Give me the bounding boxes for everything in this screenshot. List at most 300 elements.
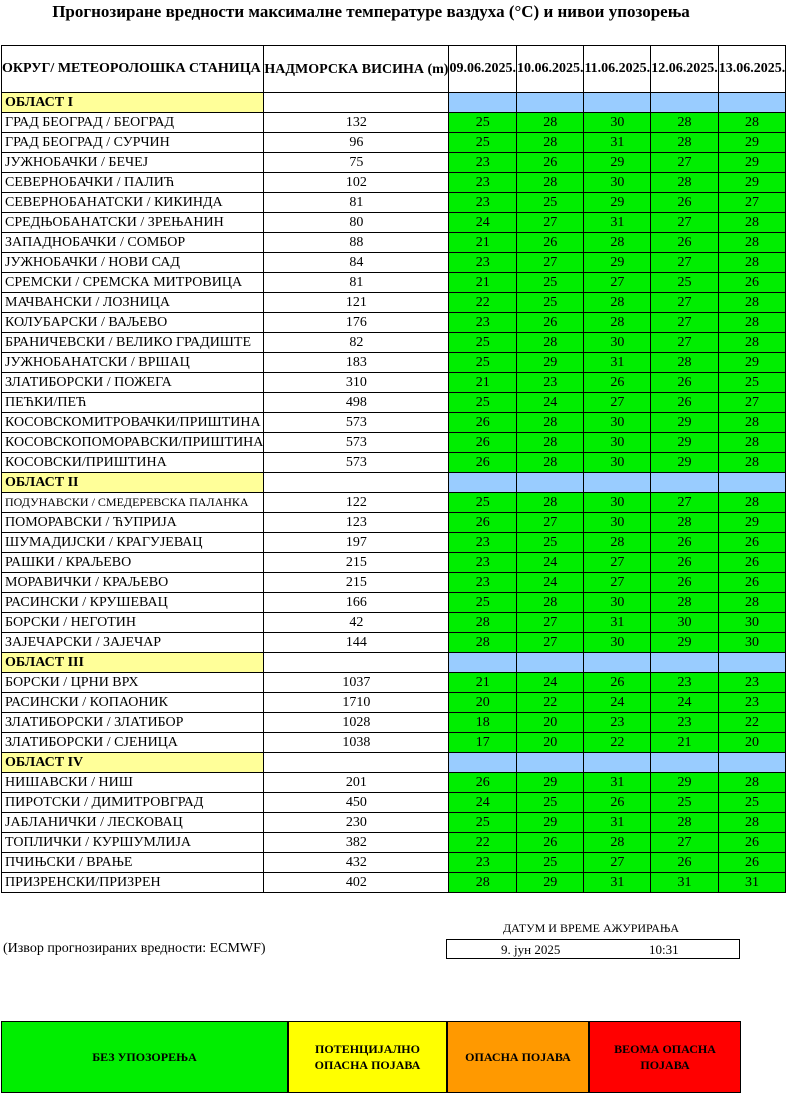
temperature-cell: 29 <box>718 173 786 193</box>
station-name: ЈАБЛАНИЧКИ / ЛЕСКОВАЦ <box>2 813 264 833</box>
temperature-cell: 25 <box>651 273 719 293</box>
table-row <box>2 313 786 333</box>
station-name: ЈУЖНОБАНАТСКИ / ВРШАЦ <box>2 353 264 373</box>
temperature-cell: 27 <box>584 853 651 873</box>
header-date: 12.06.2025. <box>651 46 719 93</box>
temperature-cell: 23 <box>718 673 786 693</box>
temperature-cell: 25 <box>516 273 584 293</box>
station-altitude: 382 <box>264 833 449 853</box>
temperature-cell: 26 <box>718 533 786 553</box>
temperature-cell: 23 <box>449 573 517 593</box>
temperature-cell: 22 <box>718 713 786 733</box>
temperature-cell: 23 <box>449 173 517 193</box>
temperature-cell: 28 <box>516 113 584 133</box>
temperature-cell: 18 <box>449 713 517 733</box>
temperature-cell: 30 <box>584 513 651 533</box>
temperature-cell: 17 <box>449 733 517 753</box>
temperature-cell: 21 <box>449 273 517 293</box>
temperature-cell: 28 <box>516 413 584 433</box>
temperature-cell: 26 <box>516 313 584 333</box>
temperature-cell: 29 <box>516 873 584 893</box>
temperature-cell: 25 <box>718 373 786 393</box>
temperature-cell: 23 <box>651 673 719 693</box>
temperature-cell: 26 <box>449 413 517 433</box>
temperature-cell: 26 <box>651 193 719 213</box>
station-name: ТОПЛИЧКИ / КУРШУМЛИЈА <box>2 833 264 853</box>
table-row <box>2 173 786 193</box>
station-altitude: 96 <box>264 133 449 153</box>
temperature-cell: 30 <box>584 413 651 433</box>
region-spacer <box>264 653 449 673</box>
warning-legend <box>1 1021 741 1093</box>
header-date: 10.06.2025. <box>516 46 584 93</box>
temperature-cell: 27 <box>584 573 651 593</box>
temperature-cell: 26 <box>516 833 584 853</box>
temperature-cell: 28 <box>584 233 651 253</box>
temperature-cell: 29 <box>516 353 584 373</box>
temperature-cell: 27 <box>651 153 719 173</box>
temperature-cell: 28 <box>449 613 517 633</box>
station-altitude: 573 <box>264 433 449 453</box>
temperature-cell: 26 <box>651 853 719 873</box>
table-row <box>2 613 786 633</box>
temperature-cell: 27 <box>516 613 584 633</box>
temperature-cell: 29 <box>584 153 651 173</box>
temperature-cell: 27 <box>651 493 719 513</box>
region-row <box>2 93 786 113</box>
temperature-cell: 21 <box>449 233 517 253</box>
header-altitude: НАДМОРСКА ВИСИНА (m) <box>264 46 449 93</box>
temperature-cell: 29 <box>718 133 786 153</box>
station-altitude: 230 <box>264 813 449 833</box>
station-altitude: 183 <box>264 353 449 373</box>
station-altitude: 80 <box>264 213 449 233</box>
temperature-cell: 28 <box>718 253 786 273</box>
update-box <box>446 939 740 959</box>
region-band <box>584 753 651 773</box>
temperature-cell: 28 <box>651 813 719 833</box>
station-name: ЈУЖНОБАЧКИ / НОВИ САД <box>2 253 264 273</box>
temperature-cell: 30 <box>584 113 651 133</box>
temperature-cell: 29 <box>651 773 719 793</box>
temperature-cell: 22 <box>516 693 584 713</box>
legend-very-dangerous: ВЕОМА ОПАСНА ПОЈАВА <box>589 1021 741 1093</box>
temperature-cell: 30 <box>584 173 651 193</box>
region-band <box>516 653 584 673</box>
temperature-cell: 21 <box>449 673 517 693</box>
region-band <box>718 753 786 773</box>
temperature-cell: 25 <box>449 333 517 353</box>
region-band <box>718 473 786 493</box>
region-name: ОБЛАСТ IV <box>2 753 264 773</box>
temperature-cell: 31 <box>584 773 651 793</box>
temperature-cell: 26 <box>449 773 517 793</box>
station-altitude: 84 <box>264 253 449 273</box>
table-row <box>2 693 786 713</box>
station-name: ПРИЗРЕНСКИ/ПРИЗРЕН <box>2 873 264 893</box>
temperature-cell: 24 <box>516 673 584 693</box>
region-band <box>651 473 719 493</box>
region-band <box>718 93 786 113</box>
region-band <box>718 653 786 673</box>
table-row <box>2 253 786 273</box>
station-name: ПЕЋКИ/ПЕЋ <box>2 393 264 413</box>
station-altitude: 450 <box>264 793 449 813</box>
temperature-cell: 27 <box>516 253 584 273</box>
station-name: ЗЛАТИБОРСКИ / СЈЕНИЦА <box>2 733 264 753</box>
station-altitude: 121 <box>264 293 449 313</box>
temperature-cell: 25 <box>516 853 584 873</box>
station-name: СРЕМСКИ / СРЕМСКА МИТРОВИЦА <box>2 273 264 293</box>
temperature-cell: 20 <box>516 713 584 733</box>
table-row <box>2 673 786 693</box>
temperature-cell: 22 <box>584 733 651 753</box>
temperature-cell: 28 <box>516 453 584 473</box>
temperature-cell: 28 <box>651 513 719 533</box>
header-date: 09.06.2025. <box>449 46 517 93</box>
temperature-cell: 24 <box>516 393 584 413</box>
region-band <box>449 653 517 673</box>
station-name: СЕВЕРНОБАНАТСКИ / КИКИНДА <box>2 193 264 213</box>
temperature-cell: 28 <box>718 413 786 433</box>
temperature-cell: 30 <box>584 593 651 613</box>
temperature-cell: 23 <box>718 693 786 713</box>
temperature-cell: 28 <box>651 133 719 153</box>
region-band <box>651 93 719 113</box>
temperature-cell: 26 <box>651 393 719 413</box>
table-row <box>2 853 786 873</box>
temperature-cell: 28 <box>516 333 584 353</box>
station-name: МАЧВАНСКИ / ЛОЗНИЦА <box>2 293 264 313</box>
temperature-cell: 24 <box>449 793 517 813</box>
temperature-cell: 30 <box>584 453 651 473</box>
temperature-cell: 27 <box>516 633 584 653</box>
temperature-cell: 25 <box>516 193 584 213</box>
temperature-cell: 28 <box>718 593 786 613</box>
temperature-cell: 29 <box>516 773 584 793</box>
temperature-cell: 27 <box>651 293 719 313</box>
temperature-cell: 26 <box>449 433 517 453</box>
temperature-cell: 31 <box>584 353 651 373</box>
header-date: 11.06.2025. <box>584 46 651 93</box>
table-row <box>2 273 786 293</box>
temperature-cell: 25 <box>516 793 584 813</box>
temperature-cell: 20 <box>516 733 584 753</box>
table-row <box>2 633 786 653</box>
table-row <box>2 433 786 453</box>
station-name: ПОМОРАВСКИ / ЋУПРИЈА <box>2 513 264 533</box>
station-altitude: 432 <box>264 853 449 873</box>
temperature-cell: 28 <box>516 133 584 153</box>
station-name: ПЧИЊСКИ / ВРАЊЕ <box>2 853 264 873</box>
temperature-cell: 28 <box>718 493 786 513</box>
temperature-cell: 26 <box>718 853 786 873</box>
temperature-cell: 31 <box>651 873 719 893</box>
temperature-cell: 27 <box>651 333 719 353</box>
region-band <box>584 473 651 493</box>
region-row <box>2 653 786 673</box>
table-row <box>2 133 786 153</box>
temperature-cell: 26 <box>718 553 786 573</box>
station-altitude: 82 <box>264 333 449 353</box>
table-row <box>2 293 786 313</box>
station-name: БОРСКИ / НЕГОТИН <box>2 613 264 633</box>
station-altitude: 201 <box>264 773 449 793</box>
station-name: БРАНИЧЕВСКИ / ВЕЛИКО ГРАДИШТЕ <box>2 333 264 353</box>
temperature-cell: 28 <box>718 433 786 453</box>
table-row <box>2 513 786 533</box>
station-altitude: 402 <box>264 873 449 893</box>
station-name: ШУМАДИЈСКИ / КРАГУЈЕВАЦ <box>2 533 264 553</box>
header-station: ОКРУГ/ МЕТЕОРОЛОШКА СТАНИЦА <box>2 46 264 93</box>
temperature-cell: 25 <box>449 813 517 833</box>
temperature-cell: 24 <box>651 693 719 713</box>
table-row <box>2 573 786 593</box>
region-spacer <box>264 473 449 493</box>
temperature-cell: 29 <box>584 253 651 273</box>
temperature-cell: 26 <box>584 373 651 393</box>
table-row <box>2 453 786 473</box>
station-altitude: 1037 <box>264 673 449 693</box>
table-row <box>2 793 786 813</box>
temperature-cell: 27 <box>718 193 786 213</box>
table-row <box>2 353 786 373</box>
station-altitude: 81 <box>264 193 449 213</box>
station-altitude: 1710 <box>264 693 449 713</box>
temperature-cell: 31 <box>584 873 651 893</box>
temperature-cell: 23 <box>449 153 517 173</box>
temperature-cell: 28 <box>651 113 719 133</box>
temperature-cell: 29 <box>651 453 719 473</box>
region-band <box>516 753 584 773</box>
station-altitude: 176 <box>264 313 449 333</box>
temperature-cell: 26 <box>584 673 651 693</box>
temperature-cell: 29 <box>651 633 719 653</box>
station-altitude: 498 <box>264 393 449 413</box>
temperature-cell: 30 <box>584 333 651 353</box>
temperature-cell: 25 <box>449 353 517 373</box>
temperature-cell: 25 <box>718 793 786 813</box>
temperature-cell: 27 <box>584 273 651 293</box>
station-altitude: 1038 <box>264 733 449 753</box>
region-band <box>449 753 517 773</box>
forecast-table <box>1 45 786 893</box>
station-altitude: 310 <box>264 373 449 393</box>
temperature-cell: 23 <box>449 193 517 213</box>
temperature-cell: 28 <box>584 533 651 553</box>
temperature-cell: 26 <box>449 513 517 533</box>
temperature-cell: 23 <box>449 253 517 273</box>
station-name: ПИРОТСКИ / ДИМИТРОВГРАД <box>2 793 264 813</box>
station-altitude: 132 <box>264 113 449 133</box>
station-name: КОЛУБАРСКИ / ВАЉЕВО <box>2 313 264 333</box>
table-row <box>2 333 786 353</box>
temperature-cell: 25 <box>516 293 584 313</box>
table-row <box>2 813 786 833</box>
station-altitude: 1028 <box>264 713 449 733</box>
legend-potentially-dangerous: ПОТЕНЦИЈАЛНО ОПАСНА ПОЈАВА <box>288 1021 447 1093</box>
temperature-cell: 25 <box>651 793 719 813</box>
temperature-cell: 28 <box>718 813 786 833</box>
temperature-cell: 25 <box>449 493 517 513</box>
table-row <box>2 113 786 133</box>
temperature-cell: 24 <box>516 573 584 593</box>
temperature-cell: 23 <box>449 313 517 333</box>
source-note: (Извор прогнозираних вредности: ECMWF) <box>3 941 266 956</box>
station-name: МОРАВИЧКИ / КРАЉЕВО <box>2 573 264 593</box>
station-name: ЗАПАДНОБАЧКИ / СОМБОР <box>2 233 264 253</box>
station-altitude: 75 <box>264 153 449 173</box>
station-altitude: 215 <box>264 553 449 573</box>
table-row <box>2 553 786 573</box>
legend-no-warning: БЕЗ УПОЗОРЕЊА <box>1 1021 288 1093</box>
region-spacer <box>264 753 449 773</box>
region-band <box>516 473 584 493</box>
temperature-cell: 26 <box>449 453 517 473</box>
station-name: НИШАВСКИ / НИШ <box>2 773 264 793</box>
temperature-cell: 26 <box>651 573 719 593</box>
temperature-cell: 27 <box>651 213 719 233</box>
temperature-cell: 22 <box>449 293 517 313</box>
temperature-cell: 27 <box>516 213 584 233</box>
temperature-cell: 25 <box>449 113 517 133</box>
table-row <box>2 833 786 853</box>
temperature-cell: 26 <box>651 233 719 253</box>
station-name: ГРАД БЕОГРАД / СУРЧИН <box>2 133 264 153</box>
temperature-cell: 29 <box>718 513 786 533</box>
station-name: ЗЛАТИБОРСКИ / ЗЛАТИБОР <box>2 713 264 733</box>
temperature-cell: 27 <box>516 513 584 533</box>
temperature-cell: 21 <box>449 373 517 393</box>
temperature-cell: 25 <box>449 133 517 153</box>
temperature-cell: 25 <box>516 533 584 553</box>
station-altitude: 122 <box>264 493 449 513</box>
temperature-cell: 28 <box>718 213 786 233</box>
temperature-cell: 27 <box>651 253 719 273</box>
temperature-cell: 31 <box>584 213 651 233</box>
station-altitude: 215 <box>264 573 449 593</box>
header-date: 13.06.2025. <box>718 46 786 93</box>
table-row <box>2 393 786 413</box>
temperature-cell: 30 <box>584 433 651 453</box>
temperature-cell: 20 <box>449 693 517 713</box>
station-name: ПОДУНАВСКИ / СМЕДЕРЕВСКА ПАЛАНКА <box>2 493 264 513</box>
temperature-cell: 26 <box>516 153 584 173</box>
station-altitude: 573 <box>264 453 449 473</box>
temperature-cell: 27 <box>718 393 786 413</box>
station-name: РАСИНСКИ / КОПАОНИК <box>2 693 264 713</box>
temperature-cell: 26 <box>718 573 786 593</box>
temperature-cell: 28 <box>584 833 651 853</box>
table-row <box>2 153 786 173</box>
temperature-cell: 30 <box>584 633 651 653</box>
temperature-cell: 28 <box>651 353 719 373</box>
temperature-cell: 28 <box>584 293 651 313</box>
temperature-cell: 28 <box>651 593 719 613</box>
temperature-cell: 27 <box>651 313 719 333</box>
temperature-cell: 26 <box>651 373 719 393</box>
station-name: СЕВЕРНОБАЧКИ / ПАЛИЋ <box>2 173 264 193</box>
temperature-cell: 26 <box>651 553 719 573</box>
station-name: КОСОВСКОПОМОРАВСКИ/ПРИШТИНА <box>2 433 264 453</box>
temperature-cell: 29 <box>718 353 786 373</box>
station-name: РАШКИ / КРАЉЕВО <box>2 553 264 573</box>
region-row <box>2 473 786 493</box>
temperature-cell: 29 <box>651 433 719 453</box>
station-name: РАСИНСКИ / КРУШЕВАЦ <box>2 593 264 613</box>
temperature-cell: 26 <box>718 273 786 293</box>
region-name: ОБЛАСТ III <box>2 653 264 673</box>
temperature-cell: 25 <box>449 593 517 613</box>
temperature-cell: 28 <box>718 313 786 333</box>
table-row <box>2 213 786 233</box>
temperature-cell: 23 <box>449 853 517 873</box>
temperature-cell: 24 <box>584 693 651 713</box>
region-band <box>584 93 651 113</box>
page-title: Прогнозиране вредности максималне температуре ваздуха (°C) и нивои упозорења <box>52 2 690 21</box>
temperature-cell: 24 <box>516 553 584 573</box>
temperature-cell: 30 <box>651 613 719 633</box>
station-altitude: 197 <box>264 533 449 553</box>
station-altitude: 123 <box>264 513 449 533</box>
temperature-cell: 26 <box>718 833 786 853</box>
temperature-cell: 30 <box>718 633 786 653</box>
temperature-cell: 23 <box>584 713 651 733</box>
temperature-cell: 31 <box>584 613 651 633</box>
temperature-cell: 30 <box>718 613 786 633</box>
legend-dangerous: ОПАСНА ПОЈАВА <box>447 1021 589 1093</box>
table-row <box>2 493 786 513</box>
temperature-cell: 28 <box>449 633 517 653</box>
region-band <box>449 93 517 113</box>
temperature-cell: 27 <box>584 553 651 573</box>
temperature-cell: 27 <box>651 833 719 853</box>
temperature-cell: 31 <box>718 873 786 893</box>
temperature-cell: 28 <box>718 453 786 473</box>
table-row <box>2 713 786 733</box>
station-name: КОСОВСКОМИТРОВАЧКИ/ПРИШТИНА <box>2 413 264 433</box>
region-name: ОБЛАСТ II <box>2 473 264 493</box>
region-band <box>449 473 517 493</box>
table-header-row <box>2 46 786 93</box>
temperature-cell: 28 <box>516 593 584 613</box>
station-altitude: 81 <box>264 273 449 293</box>
station-altitude: 42 <box>264 613 449 633</box>
station-name: СРЕДЊОБАНАТСКИ / ЗРЕЊАНИН <box>2 213 264 233</box>
region-band <box>516 93 584 113</box>
temperature-cell: 29 <box>651 413 719 433</box>
temperature-cell: 28 <box>718 233 786 253</box>
table-row <box>2 533 786 553</box>
station-altitude: 88 <box>264 233 449 253</box>
temperature-cell: 31 <box>584 133 651 153</box>
temperature-cell: 23 <box>651 713 719 733</box>
station-altitude: 144 <box>264 633 449 653</box>
region-band <box>651 753 719 773</box>
station-name: ЗАЈЕЧАРСКИ / ЗАЈЕЧАР <box>2 633 264 653</box>
table-row <box>2 873 786 893</box>
update-label: ДАТУМ И ВРЕМЕ АЖУРИРАЊА <box>503 921 679 935</box>
station-altitude: 102 <box>264 173 449 193</box>
temperature-cell: 28 <box>584 313 651 333</box>
table-row <box>2 413 786 433</box>
temperature-cell: 21 <box>651 733 719 753</box>
temperature-cell: 29 <box>516 813 584 833</box>
temperature-cell: 23 <box>449 553 517 573</box>
temperature-cell: 26 <box>584 793 651 813</box>
region-spacer <box>264 93 449 113</box>
temperature-cell: 29 <box>584 193 651 213</box>
